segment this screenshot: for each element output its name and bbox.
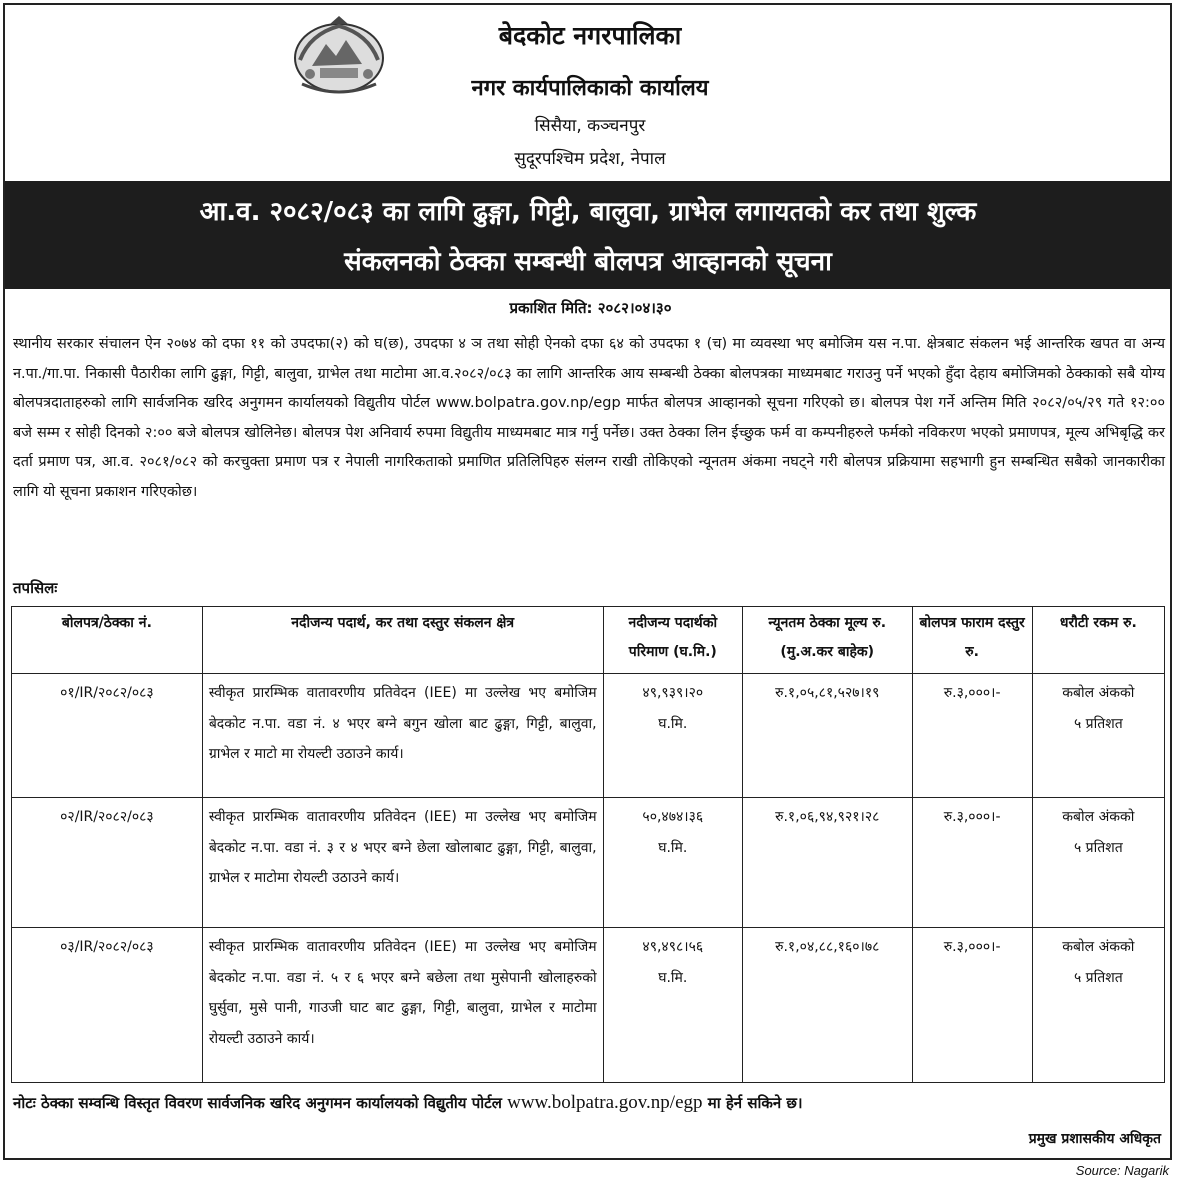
table-row xyxy=(12,928,1165,1083)
table-header-row xyxy=(12,607,1165,674)
office-location: सिसैया, कञ्चनपुर xyxy=(534,116,646,136)
table-row xyxy=(12,674,1165,798)
office-name: नगर कार्यपालिकाको कार्यालय xyxy=(471,76,709,101)
col-header-min: न्यूनतम ठेक्का मूल्य रु. (मु.अ.कर बाहेक) xyxy=(742,607,912,674)
cell-area: स्वीकृत प्रारम्भिक वातावरणीय प्रतिवेदन (IEE) मा उल्लेख भए बमोजिम बेदकोट न.पा. वडा नं. ३ र ४ भएर बग्ने छेला खोलाबाट ढुङ्गा, गिट्टी, बालुवा, ग्राभेल र माटोमा रोयल्टी उठाउने कार्य। xyxy=(202,798,603,928)
details-label: तपसिलः xyxy=(13,579,58,597)
col-header-deposit: धरौटी रकम रु. xyxy=(1032,607,1164,674)
note-suffix: मा हेर्न सकिने छ। xyxy=(702,1094,803,1112)
col-header-fee: बोलपत्र फाराम दस्तुर रु. xyxy=(912,607,1032,674)
qty-unit: घ.मि. xyxy=(658,969,688,986)
qty-unit: घ.मि. xyxy=(658,715,688,732)
cell-qty xyxy=(603,928,742,1083)
cell-qty xyxy=(603,798,742,928)
cell-area: स्वीकृत प्रारम्भिक वातावरणीय प्रतिवेदन (IEE) मा उल्लेख भए बमोजिम बेदकोट न.पा. वडा नं. ४ भएर बग्ने बगुन खोला बाट ढुङ्गा, गिट्टी, बालुवा, ग्राभेल र माटो मा रोयल्टी उठाउने कार्य। xyxy=(202,674,603,798)
nepal-emblem-icon xyxy=(290,14,388,96)
cell-area: स्वीकृत प्रारम्भिक वातावरणीय प्रतिवेदन (IEE) मा उल्लेख भए बमोजिम बेदकोट न.पा. वडा नं. ५ र ६ भएर बग्ने बछेला तथा मुसेपानी खोलाहरुको घुर्सुवा, मुसे पानी, गाउजी घाट बाट ढुङ्गा, गिट्टी, बालुवा, ग्राभेल र माटोमा रोयल्टी उठाउने कार्य। xyxy=(202,928,603,1083)
qty-value: ४९,९३९।२० xyxy=(642,685,704,701)
notice-title-banner xyxy=(5,181,1171,289)
signatory-title: प्रमुख प्रशासकीय अधिकृत xyxy=(1028,1131,1161,1147)
notice-title-line1: आ.व. २०८२/०८३ का लागि ढुङ्गा, गिट्टी, बालुवा, ग्राभेल लगायतको कर तथा शुल्क xyxy=(199,197,977,227)
office-province: सुदूरपश्चिम प्रदेश, नेपाल xyxy=(514,149,666,169)
col-header-qty: नदीजन्य पदार्थको परिमाण (घ.मि.) xyxy=(603,607,742,674)
footer-note xyxy=(13,1092,803,1114)
cell-deposit xyxy=(1032,674,1164,798)
cell-no: ०३/IR/२०८२/०८३ xyxy=(12,928,203,1083)
col-header-area: नदीजन्य पदार्थ, कर तथा दस्तुर संकलन क्षेत्र xyxy=(202,607,603,674)
note-text: नोटः ठेक्का सम्वन्धि विस्तृत विवरण सार्वजनिक खरिद अनुगमन कार्यालयको विद्युतीय पोर्टल xyxy=(13,1094,508,1112)
notice-title-line2: संकलनको ठेक्का सम्बन्धी बोलपत्र आव्हानको सूचना xyxy=(344,247,832,277)
deposit-line1: कबोल अंकको xyxy=(1062,809,1135,825)
source-credit: Source: Nagarik xyxy=(1075,1163,1169,1178)
deposit-line2: ५ प्रतिशत xyxy=(1073,715,1123,732)
portal-link[interactable]: www.bolpatra.gov.np/egp xyxy=(507,1092,703,1113)
notice-body: स्थानीय सरकार संचालन ऐन २०७४ को दफा ११ को उपदफा(२) को घ(छ), उपदफा ४ ञ तथा सोही ऐनको दफा ६४ को उपदफा १ (च) मा व्यवस्था भए बमोजिम यस न.पा. क्षेत्रबाट संकलन भई आन्तरिक खपत वा अन्य न.पा./गा.पा. निकासी पैठारीका लागि ढुङ्गा, गिट्टी, बालुवा, ग्राभेल तथा माटोमा आ.व.२०८२/०८३ का लागि आन्तरिक आय सम्बन्धी ठेक्का बोलपत्रका माध्यमबाट गराउनु पर्ने भएको हुँदा देहाय बमोजिमको ठेक्काको सबै योग्य बोलपत्रदाताहरुको लागि सार्वजनिक खरिद अनुगमन कार्यालयको विद्युतीय पोर्टल www.bolpatra.gov.np/egp मार्फत बोलपत्र आव्हानको सूचना गरिएको छ। बोलपत्र पेश गर्ने अन्तिम मिति २०८२/०५/२९ गते १२:०० बजे सम्म र सोही दिनको २:०० बजे बोलपत्र खोलिनेछ। बोलपत्र पेश अनिवार्य रुपमा विद्युतीय माध्यमबाट मात्र गर्नु पर्नेछ। उक्त ठेक्का लिन ईच्छुक फर्म वा कम्पनीहरुले फर्मको नविकरण भएको प्रमाणपत्र, मूल्य अभिबृद्धि कर दर्ता प्रमाण पत्र, आ.व. २०८१/०८२ को करचुक्ता प्रमाण पत्र र नेपाली नागरिकताको प्रमाणित प्रतिलिपिहरु संलग्न राखी तोकिएको न्यूनतम अंकमा नघट्ने गरी बोलपत्र प्रक्रियामा सहभागी हुन सम्बन्धित सबैको जानकारीका लागि यो सूचना प्रकाशन गरिएकोछ। xyxy=(13,336,1166,500)
cell-min: रु.१,०५,८१,५२७।१९ xyxy=(742,674,912,798)
municipality-name: बेदकोट नगरपालिका xyxy=(498,21,682,50)
qty-unit: घ.मि. xyxy=(658,839,688,856)
qty-value: ४९,४९८।५६ xyxy=(642,939,704,955)
tender-table xyxy=(11,606,1165,1083)
cell-no: ०१/IR/२०८२/०८३ xyxy=(12,674,203,798)
cell-deposit xyxy=(1032,798,1164,928)
deposit-line1: कबोल अंकको xyxy=(1062,685,1135,701)
qty-value: ५०,४७४।३६ xyxy=(642,809,704,825)
cell-min: रु.१,०६,९४,९२१।२८ xyxy=(742,798,912,928)
cell-qty xyxy=(603,674,742,798)
cell-fee: रु.३,०००।- xyxy=(912,798,1032,928)
cell-fee: रु.३,०००।- xyxy=(912,674,1032,798)
cell-fee: रु.३,०००।- xyxy=(912,928,1032,1083)
cell-deposit xyxy=(1032,928,1164,1083)
deposit-line1: कबोल अंकको xyxy=(1062,939,1135,955)
table-row xyxy=(12,798,1165,928)
cell-no: ०२/IR/२०८२/०८३ xyxy=(12,798,203,928)
deposit-line2: ५ प्रतिशत xyxy=(1073,839,1123,856)
published-date: प्रकाशित मिति: २०८२।०४।३० xyxy=(509,299,672,317)
cell-min: रु.१,०४,८८,१६०।७८ xyxy=(742,928,912,1083)
deposit-line2: ५ प्रतिशत xyxy=(1073,969,1123,986)
col-header-no: बोलपत्र/ठेक्का नं. xyxy=(12,607,203,674)
